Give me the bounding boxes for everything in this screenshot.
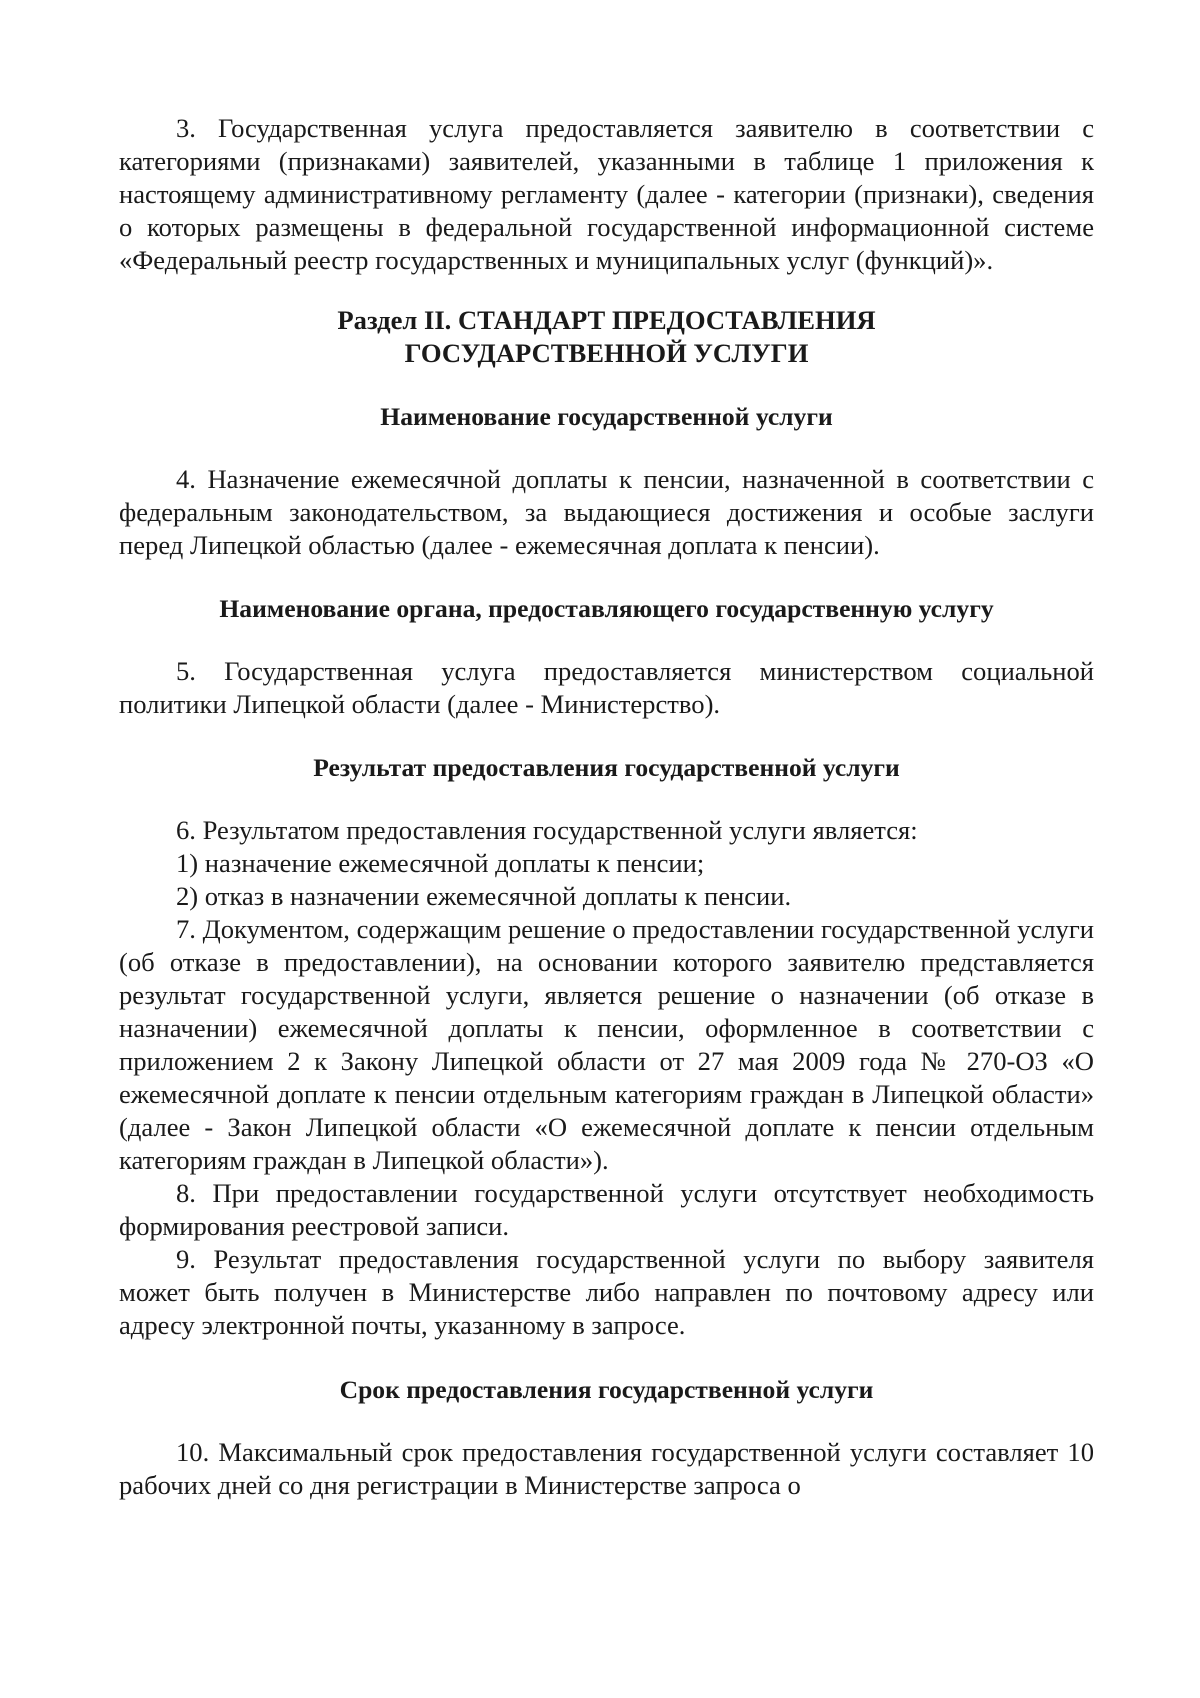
paragraph-4: 4. Назначение ежемесячной доплаты к пенсии, назначенной в соответствии с федеральным законодательством, за выдающиеся достижения и особые заслуги перед Липецкой областью (далее - ежемесячная доплата к пенсии). [119,464,1094,560]
subheading-service-term: Срок предоставления государственной услуги [339,1375,874,1404]
subheading-service-name: Наименование государственной услуги [380,402,833,431]
paragraph-6: 6. Результатом предоставления государственной услуги является: [176,815,918,845]
paragraph-6-item-2: 2) отказ в назначении ежемесячной доплаты к пенсии. [176,881,792,911]
paragraph-3: 3. Государственная услуга предоставляется заявителю в соответствии с категориями (признаками) заявителей, указанными в таблице 1 приложения к настоящему административному регламенту (далее - категории (признаки), сведения о которых размещены в федеральной государственной информационной системе «Федеральный реестр государственных и муниципальных услуг (функций)». [119,113,1094,275]
section-title-line-1: Раздел II. СТАНДАРТ ПРЕДОСТАВЛЕНИЯ [337,305,876,335]
paragraph-9: 9. Результат предоставления государственной услуги по выбору заявителя может быть получен в Министерстве либо направлен по почтовому адресу или адресу электронной почты, указанному в запросе. [119,1244,1094,1340]
paragraph-5: 5. Государственная услуга предоставляется министерством социальной политики Липецкой области (далее - Министерство). [119,656,1094,719]
paragraph-10: 10. Максимальный срок предоставления государственной услуги составляет 10 рабочих дней со дня регистрации в Министерстве запроса о [119,1437,1094,1500]
paragraph-6-item-1: 1) назначение ежемесячной доплаты к пенсии; [176,848,705,878]
paragraph-8: 8. При предоставлении государственной услуги отсутствует необходимость формирования реестровой записи. [119,1178,1094,1241]
subheading-service-result: Результат предоставления государственной услуги [313,753,900,782]
paragraph-7: 7. Документом, содержащим решение о предоставлении государственной услуги (об отказе в предоставлении), на основании которого заявителю представляется результат государственной услуги, является решение о назначении (об отказе в назначении) ежемесячной доплаты к пенсии, оформленное в соответствии с приложением 2 к Закону Липецкой области от 27 мая 2009 года № 270-ОЗ «О ежемесячной доплате к пенсии отдельным категориям граждан в Липецкой области» (далее - Закон Липецкой области «О ежемесячной доплате к пенсии отдельным категориям граждан в Липецкой области»). [119,914,1094,1175]
section-title-line-2: ГОСУДАРСТВЕННОЙ УСЛУГИ [404,338,809,368]
section-title [119,304,1094,370]
subheading-service-organ: Наименование органа, предоставляющего государственную услугу [219,594,994,623]
document-body [119,112,1094,1502]
